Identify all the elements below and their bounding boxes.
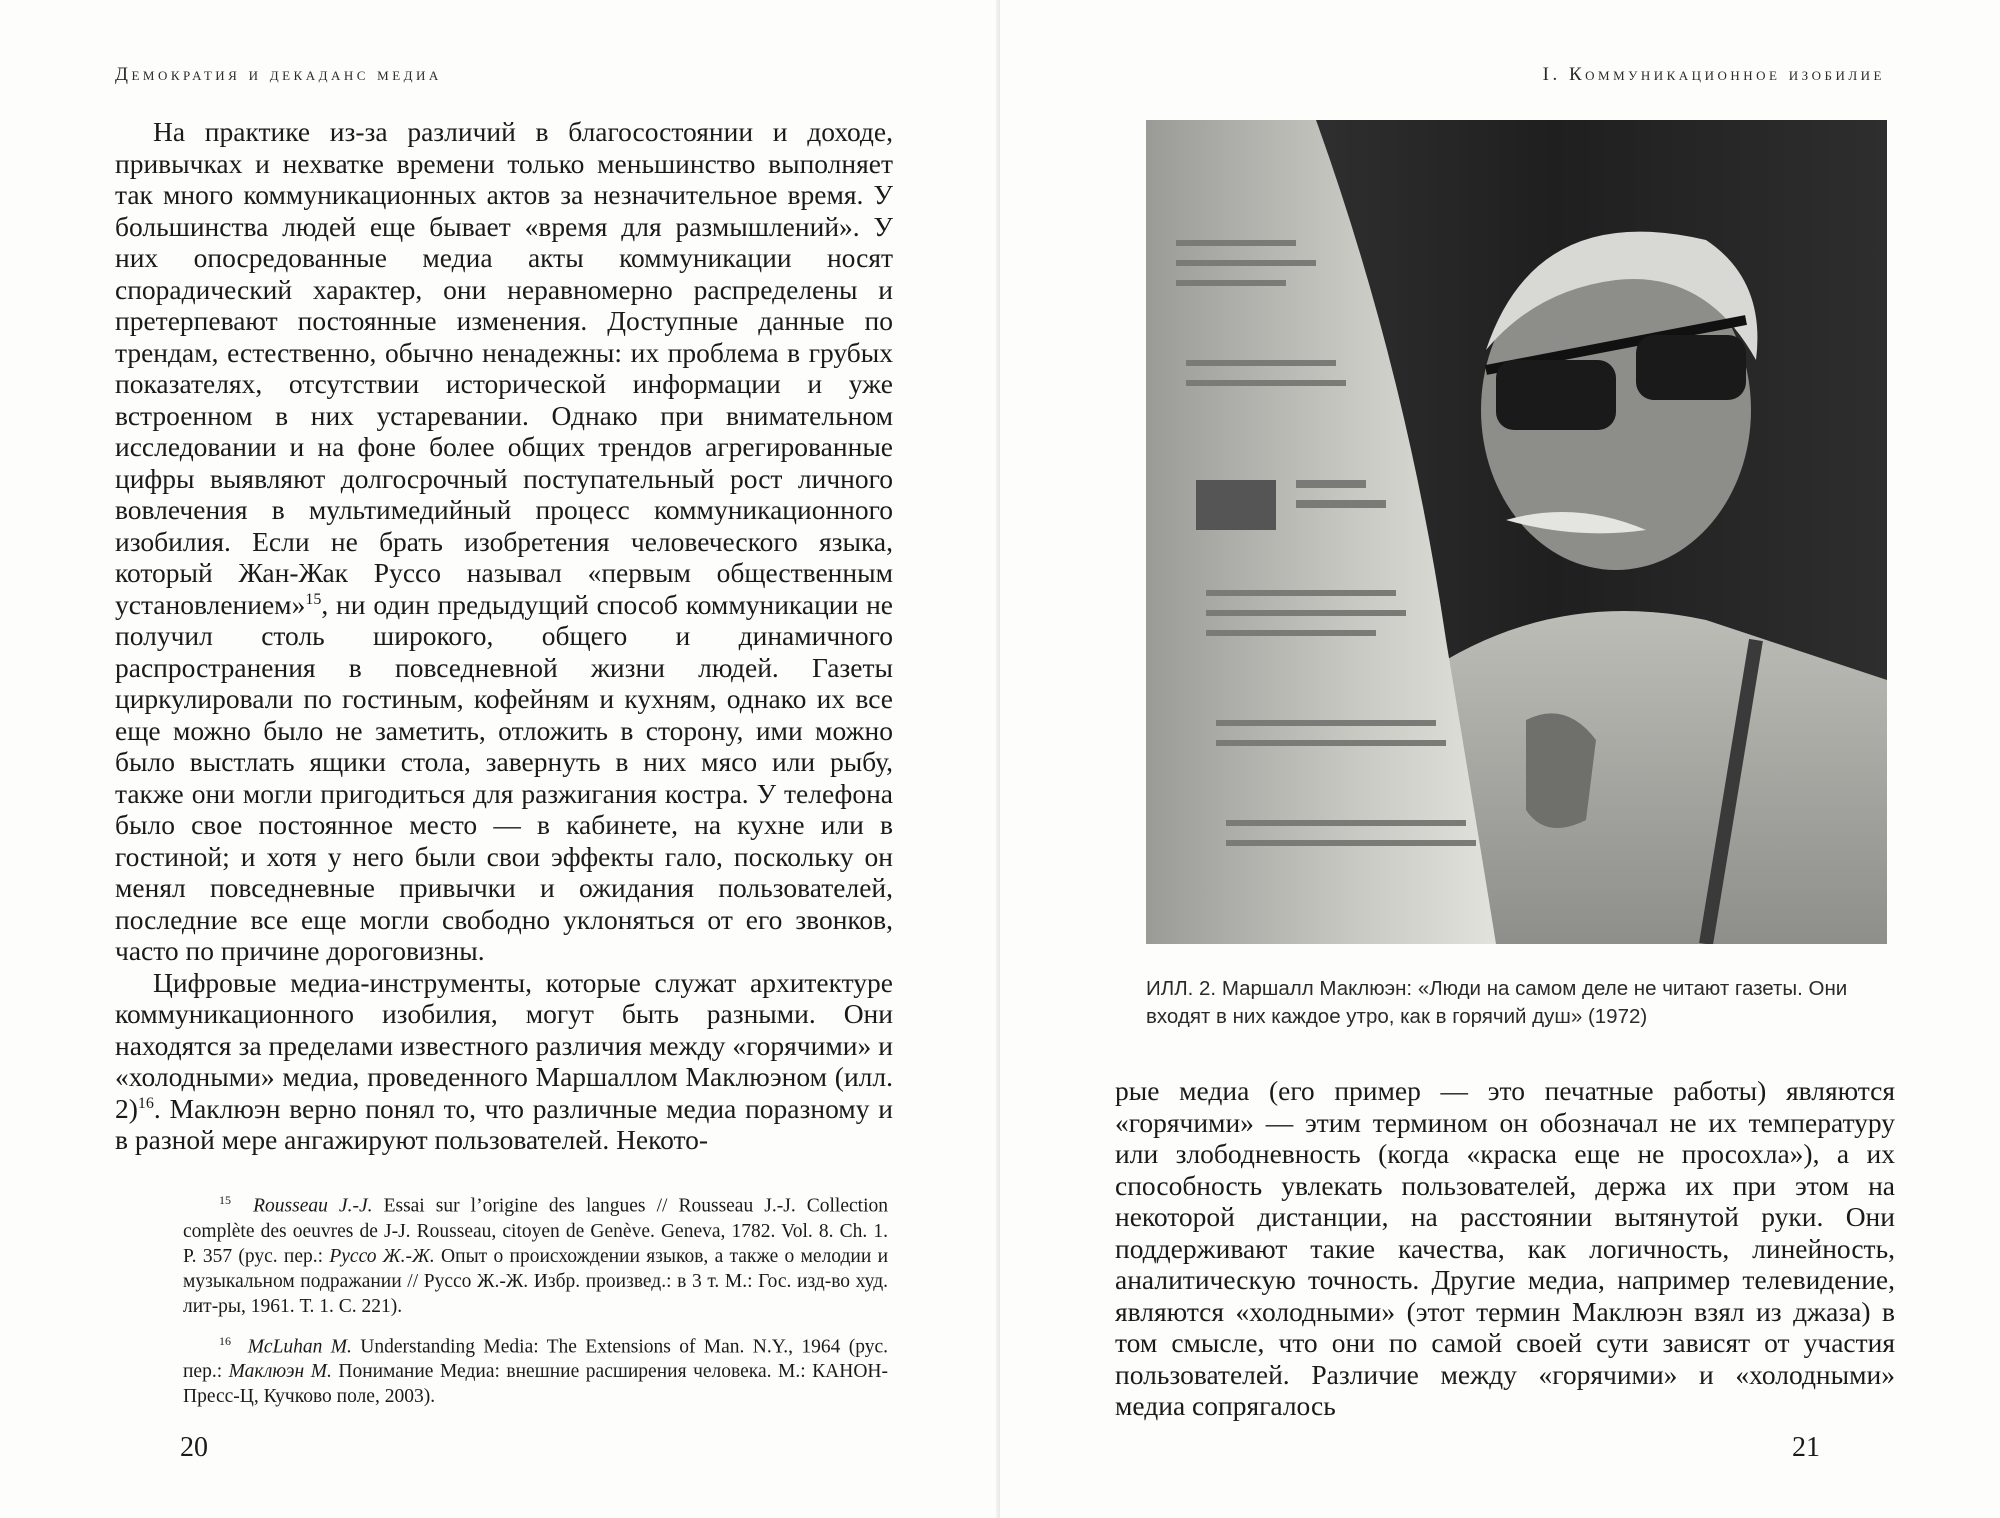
footnote-ref-16[interactable]: 16 (137, 1094, 154, 1112)
paragraph-1-continued: , ни один предыдущий способ коммуникации не получил столь широкого, общего и динамичного распространения в повседневной жизни людей. Газеты циркулировали по гостиным, кофейням и кухням, однако их все еще можно было не заметить, отложить в сторону, ими можно было выстлать ящики стола, завернуть в них мясо или рыбу, также они могли пригодиться для разжигания костра. У телефона было свое постоянное место — в кабинете, на кухне или в гостиной; и хотя у него были свои эффекты гало, поскольку он менял повседневные привычки и ожидания пользователей, последние все еще могли свободно уклоняться от его звонков, часто по причине дороговизны. (115, 588, 893, 966)
left-body-text (115, 116, 893, 1156)
footnote-16 (183, 1329, 888, 1410)
footnote-text-ru: Понимание Медиа: внешние расширения человека. М.: КАНОН-Пресс-Ц, Кучково поле, 2003). (183, 1361, 888, 1407)
right-page (1000, 0, 2000, 1518)
footnote-15 (183, 1188, 888, 1319)
footnotes (183, 1188, 888, 1419)
page-number-right: 21 (1792, 1432, 1820, 1463)
paragraph-2-text: Цифровые медиа-инструменты, которые служат архитектуре коммуникационного изобилия, могут быть разными. Они находятся за пределами известного различия между «горячими» и «холодными» медиа, проведенного Маршаллом Маклюэном (илл. 2) (115, 966, 893, 1124)
mcluhan-photo (1146, 120, 1887, 944)
photo-caption: ИЛЛ. 2. Маршалл Маклюэн: «Люди на самом деле не читают газеты. Они входят в них каждое утро, как в горячий душ» (1972) (1146, 977, 1848, 1028)
footnote-text-ru: Опыт о происхождении языков, а также о мелодии и музыкальном подражании // Руссо Ж.-Ж. Избр. произвед.: в 3 т. М.: Гос. изд-во худ. лит-ры, 1961. Т. 1. С. 221). (183, 1245, 889, 1317)
footnote-number: 15 (219, 1193, 231, 1207)
footnote-author-ru: Руссо Ж.-Ж. (329, 1245, 435, 1267)
footnote-number: 16 (219, 1333, 231, 1348)
paragraph-2-continued: . Маклюэн верно понял то, что различные медиа поразному и в разной мере ангажируют пользователей. Некото- (115, 1092, 893, 1155)
footnote-text: Understanding Media: The Extensions of Man. N.Y., 1964 (рус. пер.: (183, 1336, 888, 1382)
page-number-left: 20 (180, 1432, 208, 1463)
paragraph-2 (115, 967, 893, 1156)
footnote-author: McLuhan M. (247, 1336, 352, 1357)
footnote-author: Rousseau J.-J. (253, 1195, 373, 1217)
footnote-ref-15[interactable]: 15 (305, 590, 322, 608)
photo-illustration (1146, 120, 1887, 944)
running-head-right: I. Коммуникационное изобилие (1542, 64, 1885, 85)
paragraph-1-text: На практике из-за различий в благосостоянии и доходе, привычках и нехватке времени только меньшинство выполняет так много коммуникационных актов за незначительное время. У большинства людей еще бывает «время для размышлений». У них опосредованные медиа акты коммуникации носят спорадический характер, они неравномерно распределены и претерпевают постоянные изменения. Доступные данные по трендам, естественно, обычно ненадежны: их проблема в грубых показателях, отсутствии исторической информации и уже встроенном в них устаревании. Однако при внимательном исследовании и на фоне более общих трендов агрегированные цифры выявляют долгосрочный поступательный рост личного вовлечения в мультимедийный процесс коммуникационного изобилия. Если не брать изобретения человеческого языка, который Жан-Жак Руссо называл «первым общественным установлением» (115, 116, 893, 620)
right-body-text (1115, 1075, 1895, 1422)
footnote-text: Essai sur l’origine des langues // Rousseau J.-J. Collection complète des oeuvres de J-J. Rousseau, citoyen de Genève. Geneva, 1782. Vol. 8. Ch. 1. P. 357 (рус. пер.: (183, 1195, 888, 1267)
footnote-author-ru: Маклюэн М. (228, 1361, 332, 1382)
right-paragraph: рые медиа (его пример — это печатные работы) являются «горячими» — этим термином он обозначал не их температуру или злободневность (когда «краска еще не просохла»), а их способность увлекать пользователей, держа их при этом на некоторой дистанции, на расстоянии вытянутой руки. Они поддерживают такие качества, как логичность, линейность, аналитическую точность. Другие медиа, например телевидение, являются «холодными» (этот термин Маклюэн взял из джаза) в том смысле, что они по самой своей сути зависят от участия пользователей. Различие между «горячими» и «холодными» медиа сопрягалось (1115, 1075, 1895, 1421)
paragraph-1 (115, 116, 893, 967)
running-head-left: Демократия и декаданс медиа (115, 64, 442, 85)
